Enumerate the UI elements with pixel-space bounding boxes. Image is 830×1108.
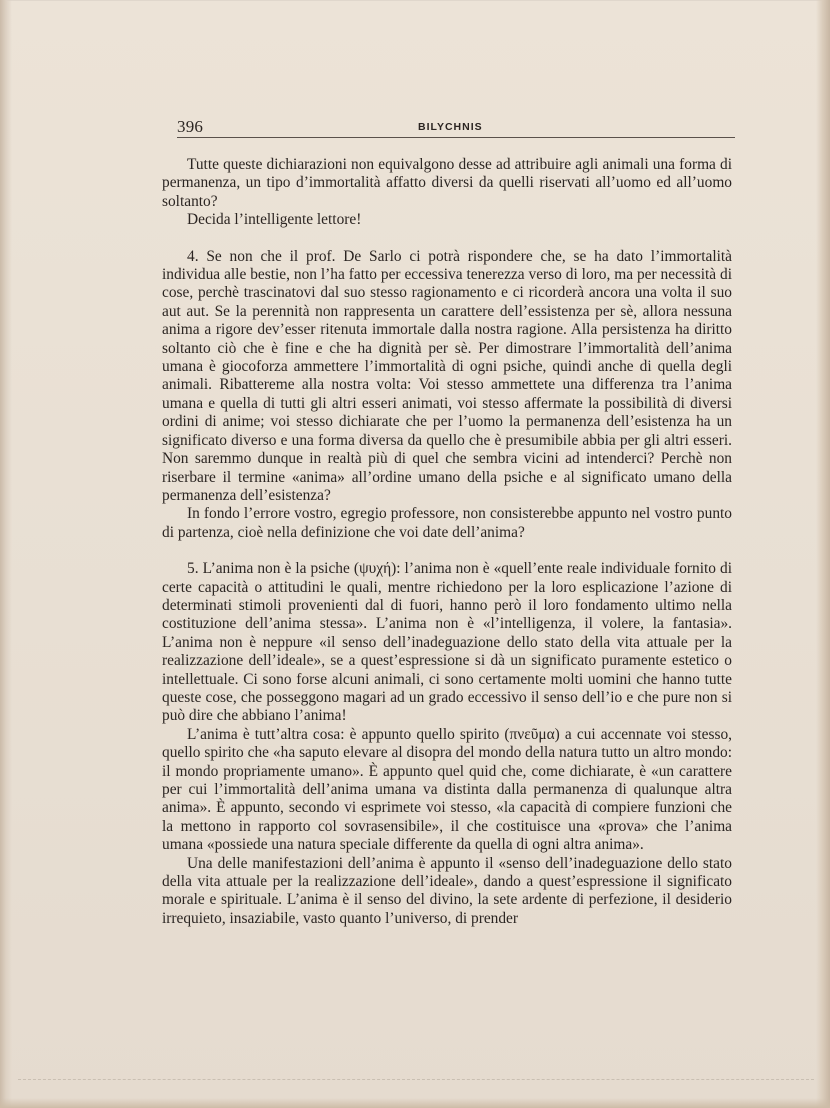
paragraph: L’anima è tutt’altra cosa: è appunto quello spirito (πνεῦμα) a cui accennate voi stesso, quello spirito che «ha saputo elevare al disopra del mondo della natura tutto un altro mondo: il mondo propriamente umano». È appunto quel quid che, come dichiarate, è «un carattere per cui l’immortalità dell’anima umana va distinta dalla permanenza di qualunque altra anima». È appunto, secondo vi esprimete voi stesso, «la capacità di compiere funzioni che la mettono in rapporto col sovrasensibile», il che costituisce una «prova» che l’anima umana «possiede una natura speciale differente da quella di ogni altra anima». [162, 725, 732, 854]
page-right-edge [816, 0, 830, 1108]
section-gap [162, 542, 732, 560]
page-left-edge [0, 0, 12, 1108]
paragraph: Tutte queste dichiarazioni non equivalgono desse ad attribuire agli animali una forma di permanenza, un tipo d’immortalità affatto diversi da quelli riservati all’uomo ed all’uomo soltanto? [162, 156, 732, 210]
page-number: 396 [177, 117, 204, 136]
bottom-margin-mark [18, 1079, 814, 1080]
header-rule [177, 137, 735, 138]
paragraph: Una delle manifestazioni dell’anima è appunto il «senso dell’inadeguazione dello stato della vita attuale per la realizzazione dell’ideale», dando a quest’espressione il significato morale e spirituale. L’anima è il senso del divino, la sete ardente di perfezione, il desiderio irrequieto, insaziabile, vasto quanto l’universo, di prender [162, 854, 732, 927]
page-header [177, 117, 735, 137]
paragraph: Decida l’intelligente lettore! [187, 211, 362, 229]
running-title: BILYCHNIS [418, 121, 483, 133]
paragraph-section-4: 4. Se non che il prof. De Sarlo ci potrà rispondere che, se ha dato l’immortalità individua alle bestie, non l’ha fatto per eccessiva tenerezza verso di loro, ma per necessità di cose, perchè trascinatovi dal suo stesso ragionamento e ci ricorderà ancora una volta il suo aut aut. Se la perennità non rappresenta un carattere dell’essistenza per sè, allora nessuna anima a rigore dev’esser ritenuta immortale dalla nostra ragione. Alla persistenza ha diritto soltanto ciò che è fine e che ha dignità per sè. Per dimostrare l’immortalità dell’anima umana è giocoforza ammettere l’immortalità di ogni psiche, quindi anche di quella degli animali. Ribattereme alla nostra volta: Voi stesso ammettete una differenza tra l’anima umana e quella di tutti gli altri esseri animati, voi stesso affermate la possibilità di diversi ordini di anime; voi stesso dichiarate che per l’uomo la permanenza dell’esistenza ha un significato diverso e una forma diversa da quello che è presumibile abbia per gli altri esseri. Non saremmo dunque in realtà più di quel che sembra vicini ad intenderci? Perchè non riserbare il termine «anima» all’ordine umano della psiche e al significato umano della permanenza dell’esistenza? [162, 247, 732, 504]
main-text [162, 156, 732, 928]
section-gap [162, 230, 732, 248]
paragraph-section-5: 5. L’anima non è la psiche (ψυχή): l’anima non è «quell’ente reale individuale fornito di certe capacità o attitudini le quali, mentre richiedono per la loro esplicazione l’azione di determinati stimoli provenienti dal di fuori, hanno però il loro fondamento ultimo nella costituzione dell’anima stessa». L’anima non è «l’intelligenza, il volere, la fantasia». L’anima non è neppure «il senso dell’inadeguazione dello stato della vita attuale per la realizzazione dell’ideale», se a quest’espressione si dà un significato puramente estetico o intellettuale. Ci sono forse alcuni animali, ci sono certamente molti uomini che hanno tutte queste cose, che posseggono magari ad un grado eccessivo il senso dell’io e che pure non si può dire che abbiano l’anima! [162, 560, 732, 725]
paragraph: In fondo l’errore vostro, egregio professore, non consisterebbe appunto nel vostro punto di partenza, cioè nella definizione che voi date dell’anima? [162, 505, 732, 541]
page-bottom-edge [0, 1098, 830, 1108]
